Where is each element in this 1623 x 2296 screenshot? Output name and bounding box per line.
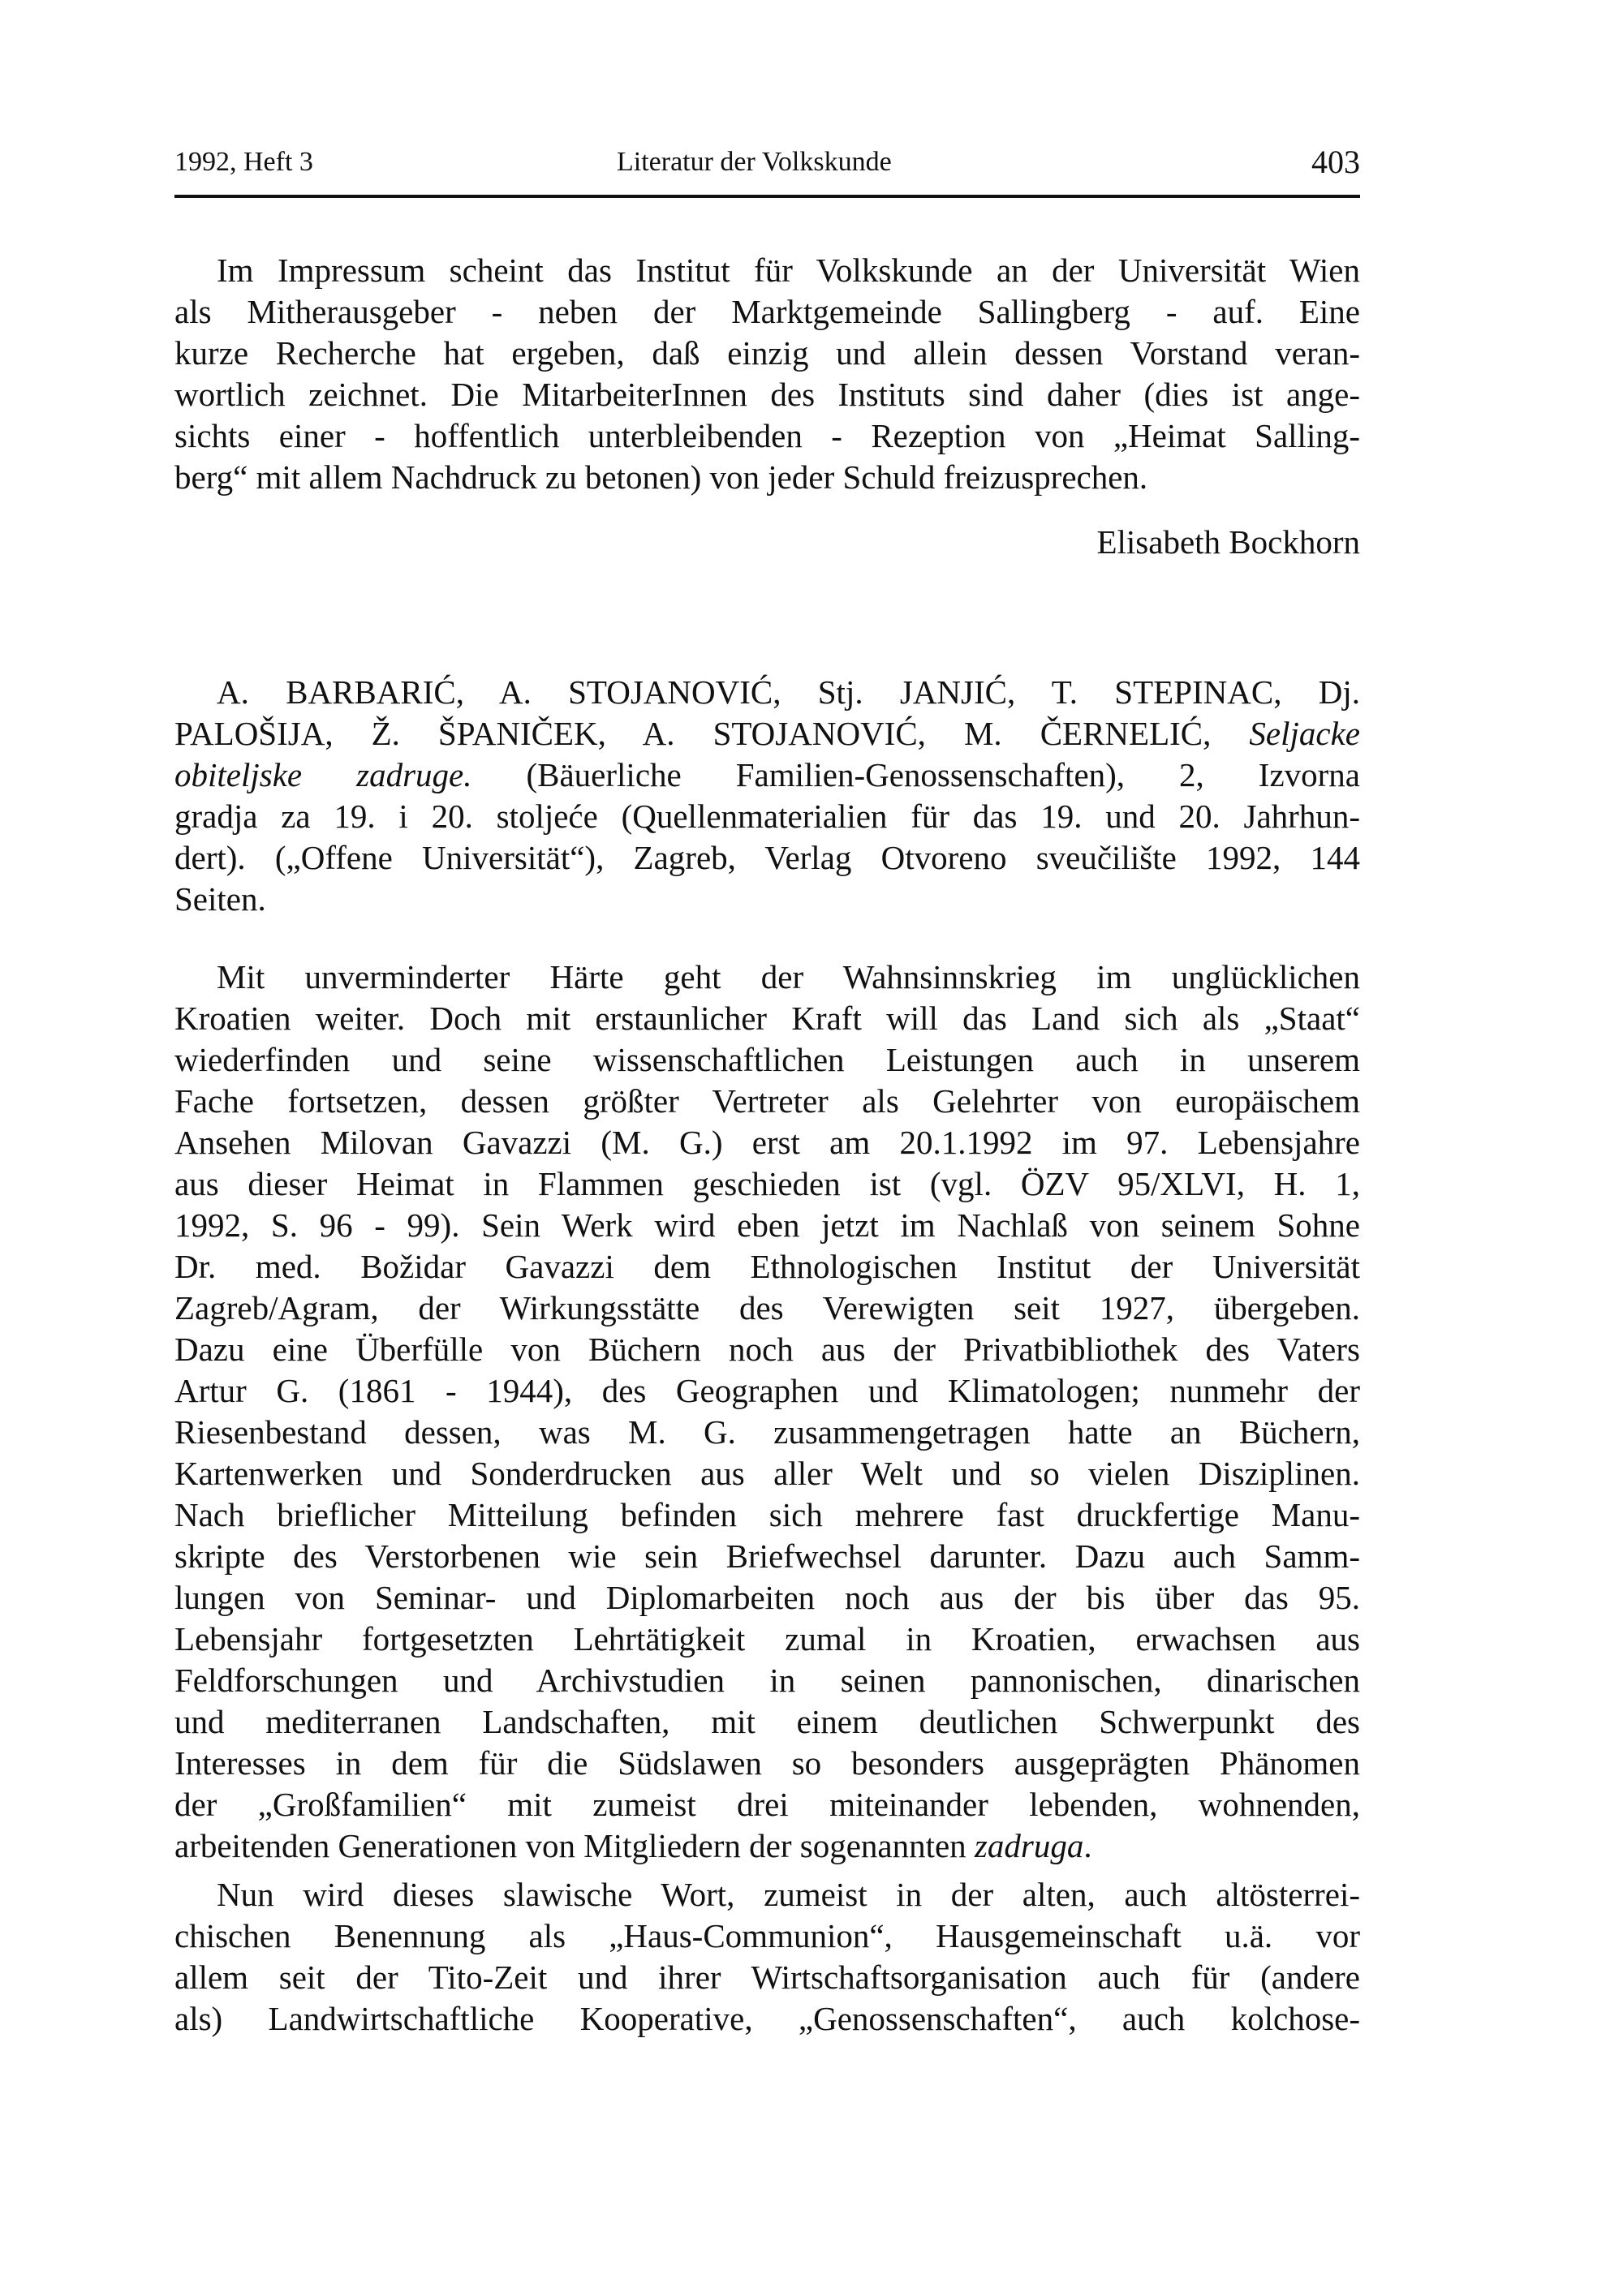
text-line <box>174 1205 1360 1246</box>
text-line <box>174 1660 1360 1701</box>
text-line <box>174 415 1360 457</box>
text-line <box>174 1874 1360 1915</box>
text-segment: Im Impressum scheint das Institut für Volkskunde an der Universität Wien <box>217 252 1360 289</box>
paragraph-impressum <box>174 250 1360 498</box>
review-signature: Elisabeth Bockhorn <box>1096 523 1360 561</box>
text-segment: 1992, S. 96 - 99). Sein Werk wird eben jetzt im Nachlaß von seinem Sohne <box>174 1206 1360 1244</box>
paragraph-review-continued <box>174 1874 1360 2040</box>
italic-text: obiteljske zadruge. <box>174 756 472 793</box>
text-segment: als) Landwirtschaftliche Kooperative, „Genossenschaften“, auch kolchose- <box>174 2000 1360 2037</box>
text-line <box>174 1163 1360 1205</box>
text-segment: und mediterranen Landschaften, mit einem deutlichen Schwerpunkt des <box>174 1703 1360 1740</box>
text-line <box>174 250 1360 291</box>
text-line <box>174 1825 1360 1867</box>
text-segment: Seiten. <box>174 880 266 918</box>
text-segment: lungen von Seminar- und Diplomarbeiten noch aus der bis über das 95. <box>174 1579 1360 1616</box>
text-segment: sichts einer - hoffentlich unterbleibenden - Rezeption von „Heimat Salling- <box>174 417 1360 454</box>
italic-text: zadruga <box>974 1827 1084 1864</box>
text-segment: Nun wird dieses slawische Wort, zumeist in der alten, auch altösterrei- <box>217 1876 1360 1913</box>
text-line <box>174 1412 1360 1453</box>
text-line <box>174 1081 1360 1122</box>
text-segment: kurze Recherche hat ergeben, daß einzig und allein dessen Vorstand veran- <box>174 334 1360 372</box>
text-segment: allem seit der Tito-Zeit und ihrer Wirtschaftsorganisation auch für (andere <box>174 1958 1360 1996</box>
running-header-issue: 1992, Heft 3 <box>174 147 313 177</box>
text-segment: aus dieser Heimat in Flammen geschieden ist (vgl. ÖZV 95/XLVI, H. 1, <box>174 1165 1360 1202</box>
text-segment: Nach brieflicher Mitteilung befinden sich mehrere fast druckfertige Manu- <box>174 1496 1360 1533</box>
text-segment: arbeitenden Generationen von Mitgliedern der sogenannten <box>174 1827 975 1864</box>
text-line <box>174 1998 1360 2040</box>
text-segment: als Mitherausgeber - neben der Marktgemeinde Sallingberg - auf. Eine <box>174 293 1360 330</box>
text-segment: dert). („Offene Universität“), Zagreb, Verlag Otvoreno sveučilište 1992, 144 <box>174 839 1360 876</box>
text-segment: berg“ mit allem Nachdruck zu betonen) von jeder Schuld freizusprechen. <box>174 458 1148 496</box>
text-segment: chischen Benennung als „Haus-Communion“, Hausgemeinschaft u.ä. vor <box>174 1917 1360 1954</box>
text-line <box>174 374 1360 415</box>
text-line <box>174 1122 1360 1163</box>
text-line <box>174 837 1360 879</box>
text-line <box>174 1288 1360 1329</box>
text-line <box>174 796 1360 837</box>
text-line <box>174 1957 1360 1998</box>
italic-text: Seljacke <box>1249 715 1360 752</box>
text-segment: skripte des Verstorbenen wie sein Briefwechsel darunter. Dazu auch Samm- <box>174 1537 1360 1575</box>
text-line <box>174 1039 1360 1081</box>
text-line <box>174 1494 1360 1536</box>
text-segment: Dr. med. Božidar Gavazzi dem Ethnologischen Institut der Universität <box>174 1248 1360 1285</box>
text-line <box>174 755 1360 796</box>
text-segment: Riesenbestand dessen, was M. G. zusammengetragen hatte an Büchern, <box>174 1413 1360 1451</box>
text-line <box>174 998 1360 1039</box>
text-segment: gradja za 19. i 20. stoljeće (Quellenmaterialien für das 19. und 20. Jahrhun- <box>174 798 1360 835</box>
text-line <box>174 1619 1360 1660</box>
book-citation <box>174 672 1360 920</box>
text-line <box>174 1246 1360 1288</box>
text-segment: Interesses in dem für die Südslawen so besonders ausgeprägten Phänomen <box>174 1744 1360 1782</box>
text-segment: Lebensjahr fortgesetzten Lehrtätigkeit zumal in Kroatien, erwachsen aus <box>174 1620 1360 1658</box>
text-line <box>174 1701 1360 1743</box>
text-line <box>174 291 1360 333</box>
text-segment: Zagreb/Agram, der Wirkungsstätte des Verewigten seit 1927, übergeben. <box>174 1289 1360 1326</box>
header-rule <box>174 195 1360 198</box>
text-segment: PALOŠIJA, Ž. ŠPANIČEK, A. STOJANOVIĆ, M. ČERNELIĆ, <box>174 715 1250 752</box>
text-line <box>174 333 1360 374</box>
text-segment: (Bäuerliche Familien-Genossenschaften), 2, Izvorna <box>471 756 1360 793</box>
text-line <box>174 457 1360 498</box>
text-segment: A. BARBARIĆ, A. STOJANOVIĆ, Stj. JANJIĆ, T. STEPINAC, Dj. <box>217 673 1360 711</box>
text-line <box>174 1915 1360 1957</box>
text-segment: Ansehen Milovan Gavazzi (M. G.) erst am 20.1.1992 im 97. Lebensjahre <box>174 1124 1360 1161</box>
text-line <box>174 713 1360 755</box>
text-segment: wortlich zeichnet. Die MitarbeiterInnen des Instituts sind daher (dies ist ange- <box>174 376 1360 413</box>
text-line <box>174 1784 1360 1825</box>
text-line <box>174 1743 1360 1784</box>
text-line <box>174 1577 1360 1619</box>
page-number: 403 <box>1311 144 1360 180</box>
text-segment: Kartenwerken und Sonderdrucken aus aller Welt und so vielen Disziplinen. <box>174 1455 1360 1492</box>
text-line <box>174 1370 1360 1412</box>
text-segment: Kroatien weiter. Doch mit erstaunlicher Kraft will das Land sich als „Staat“ <box>174 1000 1360 1037</box>
text-segment: der „Großfamilien“ mit zumeist drei miteinander lebenden, wohnenden, <box>174 1786 1360 1823</box>
text-line <box>174 672 1360 713</box>
text-line <box>174 957 1360 998</box>
text-segment: Fache fortsetzen, dessen größter Vertreter als Gelehrter von europäischem <box>174 1082 1360 1120</box>
text-line <box>174 879 1360 920</box>
text-line <box>174 1536 1360 1577</box>
text-segment: Dazu eine Überfülle von Büchern noch aus der Privatbibliothek des Vaters <box>174 1331 1360 1368</box>
text-segment: Feldforschungen und Archivstudien in seinen pannonischen, dinarischen <box>174 1662 1360 1699</box>
text-segment: Artur G. (1861 - 1944), des Geographen und Klimatologen; nunmehr der <box>174 1372 1360 1409</box>
paragraph-review-body <box>174 957 1360 1867</box>
text-segment: . <box>1083 1827 1092 1864</box>
text-line <box>174 1453 1360 1494</box>
text-segment: wiederfinden und seine wissenschaftlichen Leistungen auch in unserem <box>174 1041 1360 1078</box>
running-header-title: Literatur der Volkskunde <box>617 147 892 177</box>
text-line <box>174 1329 1360 1370</box>
text-segment: Mit unverminderter Härte geht der Wahnsinnskrieg im unglücklichen <box>217 958 1360 995</box>
